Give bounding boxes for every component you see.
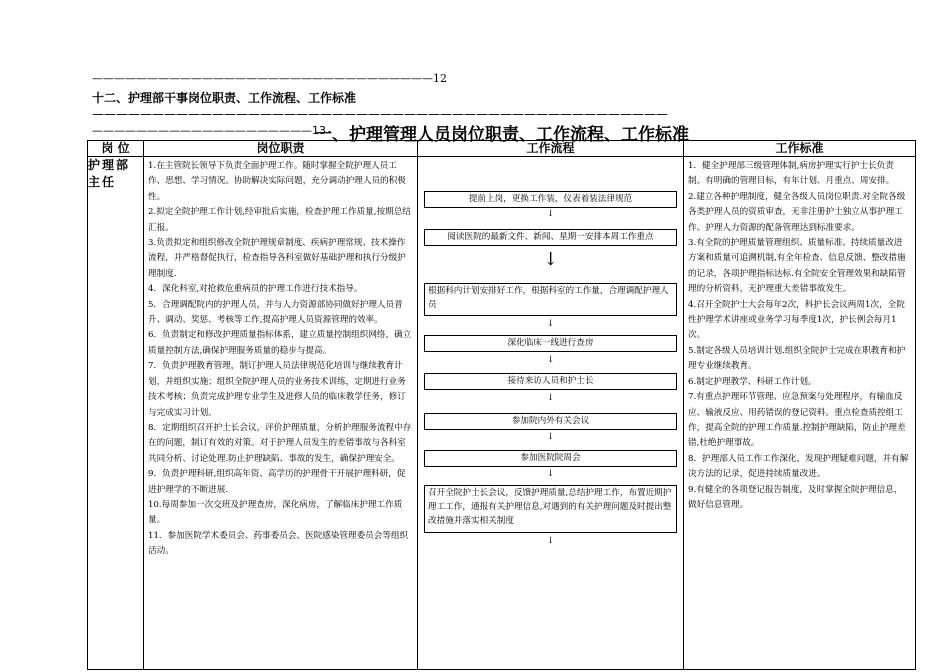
page-title: 一、护理管理人员岗位职责、工作流程、工作标准 — [315, 125, 689, 145]
position-name: 护理部主任 — [88, 157, 144, 670]
arrow-down-icon: ↓ — [546, 393, 555, 403]
arrow-down-icon: ↓ — [546, 209, 555, 219]
toc-line-12: ———————————————————————————————12 — [92, 72, 447, 85]
flow-step: 接待来访人员和护士长 — [424, 373, 677, 390]
list-item: 7.有重点护理环节管理、应急预案与处理程序，有输血反应、输液反应、用药错误的登记资料。重点检查质控组工作，提高全院的护理工作质量.控制护理缺陷，防止护理差错,杜绝护理事故。 — [688, 392, 906, 449]
toc-tail: ————————————————————13 — [92, 124, 326, 137]
header-row — [88, 141, 916, 157]
flow-step: 参加医院院周会 — [424, 450, 677, 467]
flow-step: 根据科内计划安排好工作，根据科室的工作量，合理调配护理人员 — [424, 283, 677, 316]
duties-list — [144, 157, 417, 669]
arrow-down-icon: ↓ — [546, 319, 555, 329]
arrow-down-icon: ↓ — [546, 432, 555, 442]
header-duties: 岗位职责 — [144, 141, 418, 157]
duties-cell — [144, 157, 418, 670]
list-item: 11．参加医院学术委员会、药事委员会、医院感染管理委员会等组织活动。 — [148, 530, 409, 557]
standards-cell — [684, 157, 916, 670]
list-item: 3.有全院的护理质量管理组织、质量标准、持续质量改进方案和质量可追溯机制,有全年检查、信息反馈、整改措施的记录，各项护理指标达标.有全院安全管理效果和缺陷管理的分析资料，无护理重大差错事故发生。 — [688, 238, 906, 295]
flow-cell — [418, 157, 684, 670]
list-item: 4．深化科室,对抢救危重病员的护理工作进行技术指导。 — [148, 284, 363, 295]
table-row — [88, 157, 916, 670]
header-flow: 工作流程 — [418, 141, 684, 157]
flow-chart — [418, 157, 683, 669]
toc-dashes: ———————————————————————————————————————————————— — [92, 107, 668, 121]
flow-step: 参加院内外有关会议 — [424, 413, 677, 430]
list-item: 5.制定各级人员培训计划.组织全院护士完成在职教育和护理专业继续教育。 — [688, 345, 906, 372]
list-item: 5．合理调配院内的护理人员，并与人力资源部协同做好护理人员晋升、调动、奖惩、考核等工作,提高护理人员资源管理的效率。 — [148, 299, 403, 326]
arrow-down-icon: ↓ — [542, 249, 559, 270]
header-standards: 工作标准 — [684, 141, 916, 157]
job-table — [87, 140, 916, 670]
list-item: 2.拟定全院护理工作计划,经审批后实施，检查护理工作质量,按期总结汇报。 — [148, 207, 411, 233]
arrow-down-icon: ↓ — [546, 469, 555, 479]
list-item: 3.负责拟定和组织修改全院护理规章制度、疾病护理常规、技术操作流程，并严格督促执行，检查指导各科室做好基础护理和执行分级护理制度. — [148, 238, 406, 279]
list-item: 9．负责护理科研,组织高年资、高学历的护理骨干开展护理科研，促进护理学的不断进展. — [148, 469, 406, 495]
list-item: 1.在主管院长领导下负责全面护理工作。随时掌握全院护理人员工作、思想、学习情况。协助解决实际问题，充分调动护理人员的积极性。 — [148, 161, 406, 202]
list-item: 6.制定护理教学、科研工作计划。 — [688, 376, 817, 387]
flow-step: 召开全院护士长会议，反馈护理质量,总结护理工作，布置近期护理工工作，通报有关护理信息,对遇到的有关护理问题及时提出整改措施并落实相关制度 — [424, 485, 677, 533]
list-item: 6．负责制定和修改护理质量指标体系，建立质量控制组织网络，确立质量控制方法,确保护理服务质量的稳步与提高。 — [148, 330, 412, 356]
arrow-down-icon: ↓ — [546, 536, 555, 546]
list-item: 7．负责护理教育管理，制订护理人员法律规范化培训与继续教育计划，并组织实施；组织全院护理人员的业务技术训练，定期进行业务技术考核；负责完成护理专业学生及进修人员的临床教学任务，修订与完成实习计划。 — [148, 361, 406, 418]
flow-step: 提前上岗，更换工作装，仪表着装法律规范 — [424, 191, 677, 208]
flow-step: 深化临床一线进行查房 — [424, 335, 677, 352]
standards-list — [684, 157, 915, 669]
flow-step: 阅读医院的最新文件、新闻、星期一安排本周工作重点 — [424, 229, 677, 246]
list-item: 4.召开全院护士大会每年2次，科护长会议两周1次，全院性护理学术讲座或业务学习每季度1次，护长例会每月1次。 — [688, 299, 905, 341]
list-item: 9.有健全的各项登记报告制度，及时掌握全院护理信息，做好信息管理。 — [688, 484, 903, 510]
list-item: 8．护理部人员工作工作深化，发现护理疑难问题，并有解决方法的记录，促进持续质量改进。 — [688, 453, 909, 480]
list-item: 8．定期组织召开护士长会议，评价护理质量，分析护理服务流程中存在的问题，制订有效的对策。对于护理人员发生的差错事故与各科室共同分析、讨论处理.防止护理缺陷、事故的发生，确保护理安全。 — [148, 422, 412, 464]
list-item: 1．健全护理部三级管理体制,病房护理实行护士长负责制。有明确的管理目标，有年计划、月重点、周安排。 — [688, 161, 895, 187]
list-item: 10.每周参加一次交班及护理查房，深化病房，了解临床护理工作质量。 — [148, 499, 403, 526]
header-position: 岗 位 — [88, 141, 144, 157]
toc-heading: 十二、护理部干事岗位职责、工作流程、工作标准 — [92, 91, 357, 105]
list-item: 2.建立各种护理制度，健全各级人员岗位职责.对全院各级各类护理人员的资质审查，无非注册护士独立从事护理工作。护理人力资源的配备管理达到标准要求。 — [688, 191, 906, 233]
arrow-down-icon: ↓ — [546, 355, 555, 365]
